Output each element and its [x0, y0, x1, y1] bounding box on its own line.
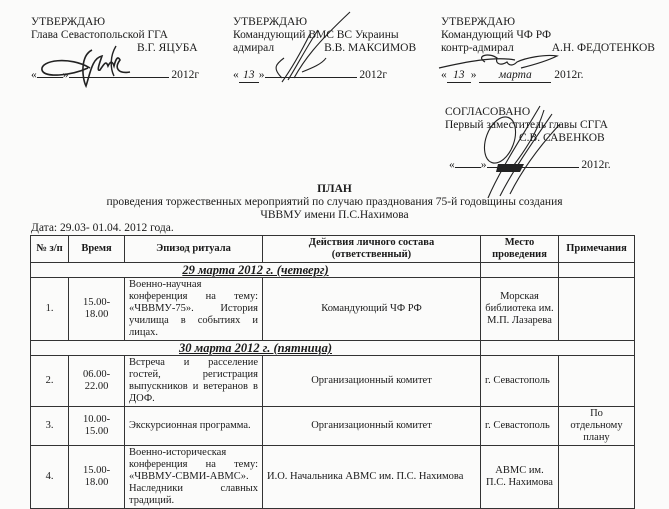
- approval-heading: УТВЕРЖДАЮ: [31, 16, 106, 28]
- cell-num: 4.: [31, 446, 69, 509]
- cell-time: 10.00-15.00: [69, 407, 125, 446]
- agreed-position: Первый заместитель главы СГГА: [445, 119, 608, 131]
- agreed-block: [445, 106, 611, 172]
- approval-position: Командующий ВМС ВС Украины: [233, 29, 399, 41]
- plan-date-line: Дата: 29.03- 01.04. 2012 года.: [31, 222, 174, 234]
- table-row: [31, 407, 635, 446]
- approval-rank-name: адмирал В.В. МАКСИМОВ: [233, 42, 417, 54]
- approval-block-2: [233, 16, 416, 83]
- cell-notes: [559, 446, 635, 509]
- header-actions: Действия личного состава (ответственный): [263, 236, 481, 263]
- header-time: Время: [69, 236, 125, 263]
- plan-subtitle-2: ЧВВМУ имени П.С.Нахимова: [260, 209, 409, 221]
- cell-responsible: И.О. Начальника АВМС им. П.С. Нахимова: [263, 446, 481, 509]
- approval-block-1: [31, 16, 199, 82]
- day-row: [31, 263, 635, 278]
- cell-num: 3.: [31, 407, 69, 446]
- approval-position: Глава Севастопольской ГГА: [31, 29, 168, 41]
- day-label-2: 30 марта 2012 г. (пятница): [31, 341, 481, 356]
- approval-position: Командующий ЧФ РФ: [441, 29, 552, 41]
- approval-heading: УТВЕРЖДАЮ: [233, 16, 308, 28]
- table-row: [31, 356, 635, 407]
- cell-notes: По отдельному плану: [559, 407, 635, 446]
- cell-responsible: Организационный комитет: [263, 356, 481, 407]
- approval-rank-name: контр-адмирал А.Н. ФЕДОТЕНКОВ: [441, 42, 655, 54]
- agreed-heading: СОГЛАСОВАНО: [445, 106, 531, 118]
- cell-notes: [559, 278, 635, 341]
- cell-episode: Встреча и расселение гостей, регистрация выпускников и ветеранов в ДОФ.: [125, 356, 263, 407]
- approval-name: В.Г. ЯЦУБА: [137, 42, 198, 54]
- header-notes: Примечания: [559, 236, 635, 263]
- cell-episode: Военно-историческая конференция на тему: «ЧВВМУ-СВМИ-АВМС». Наследники славных традиций.: [125, 446, 263, 509]
- agreed-date: « » 2012г.: [449, 159, 611, 171]
- cell-episode: Экскурсионная программа.: [125, 407, 263, 446]
- header-place: Место проведения: [481, 236, 559, 263]
- plan-subtitle-1: проведения торжественных мероприятий по случаю празднования 75-й годовщины создания: [106, 196, 563, 208]
- table-row: [31, 278, 635, 341]
- approval-date: « » 2012г: [31, 69, 200, 81]
- agreed-name: С.В. САВЕНКОВ: [519, 132, 605, 144]
- cell-place: г. Севастополь: [481, 356, 559, 407]
- cell-place: г. Севастополь: [481, 407, 559, 446]
- cell-time: 06.00-22.00: [69, 356, 125, 407]
- day-label-1: 29 марта 2012 г. (четверг): [31, 263, 481, 278]
- cell-place: АВМС им. П.С. Нахимова: [481, 446, 559, 509]
- cell-notes: [559, 356, 635, 407]
- approval-heading: УТВЕРЖДАЮ: [441, 16, 516, 28]
- cell-responsible: Командующий ЧФ РФ: [263, 278, 481, 341]
- cell-episode: Военно-научная конференция на тему: «ЧВВМУ-75». История училища в событиях и лицах.: [125, 278, 263, 341]
- cell-time: 15.00-18.00: [69, 278, 125, 341]
- cell-num: 1.: [31, 278, 69, 341]
- cell-responsible: Организационный комитет: [263, 407, 481, 446]
- day-row: [31, 341, 635, 356]
- approval-date: « 13 » марта 2012г.: [441, 69, 584, 81]
- plan-title: ПЛАН: [317, 183, 352, 195]
- cell-place: Морская библиотека им. М.П. Лазарева: [481, 278, 559, 341]
- header-episode: Эпизод ритуала: [125, 236, 263, 263]
- table-header-row: [31, 236, 635, 263]
- approval-block-3: [441, 16, 655, 83]
- table-row: [31, 446, 635, 509]
- cell-time: 15.00-18.00: [69, 446, 125, 509]
- header-num: № з/п: [31, 236, 69, 263]
- cell-num: 2.: [31, 356, 69, 407]
- approval-date: « 13 » 2012г: [233, 69, 388, 81]
